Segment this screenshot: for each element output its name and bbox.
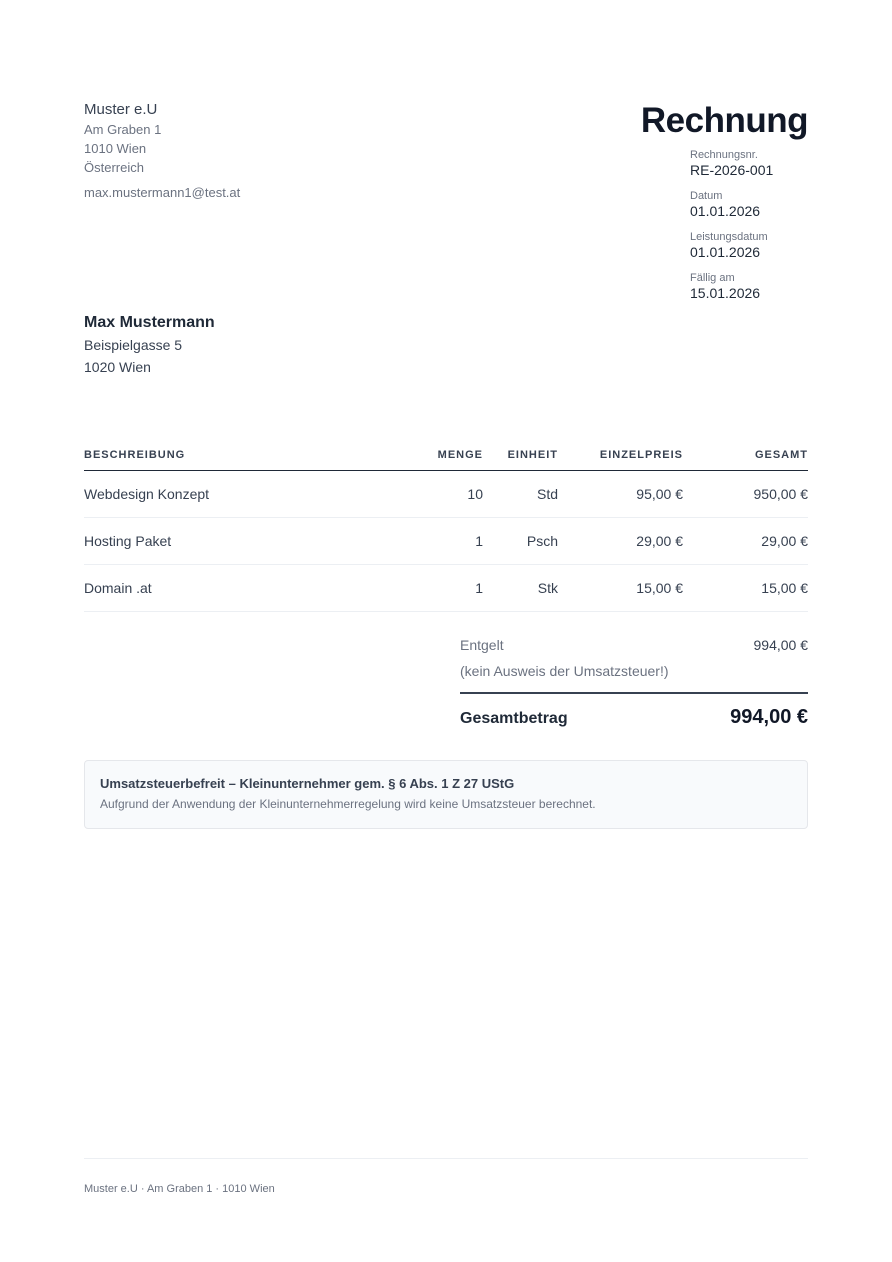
line-items-table <box>84 440 808 612</box>
cell-unit-price: 15,00 € <box>558 565 683 612</box>
cell-total: 29,00 € <box>683 518 808 565</box>
footer-text: Muster e.U · Am Graben 1 · 1010 Wien <box>84 1183 275 1195</box>
net-label: Entgelt <box>460 637 504 653</box>
meta-due-date <box>690 271 810 302</box>
sender-block <box>84 100 240 201</box>
cell-description: Domain .at <box>84 565 393 612</box>
cell-unit-price: 29,00 € <box>558 518 683 565</box>
header-description: BESCHREIBUNG <box>84 440 393 471</box>
cell-quantity: 10 <box>393 471 483 518</box>
cell-quantity: 1 <box>393 518 483 565</box>
cell-description: Webdesign Konzept <box>84 471 393 518</box>
cell-unit: Stk <box>483 565 558 612</box>
net-row <box>460 634 808 656</box>
cell-unit-price: 95,00 € <box>558 471 683 518</box>
meta-label: Datum <box>690 190 723 202</box>
sender-street: Am Graben 1 <box>84 122 162 137</box>
header-total: GESAMT <box>683 440 808 471</box>
grand-total-amount: 994,00 € <box>730 706 808 728</box>
meta-invoice-number <box>690 148 810 179</box>
sender-name: Muster e.U <box>84 101 158 118</box>
invoice-meta <box>690 148 810 312</box>
header-quantity: MENGE <box>393 440 483 471</box>
meta-date <box>690 189 810 220</box>
cell-total: 15,00 € <box>683 565 808 612</box>
grand-total-label: Gesamtbetrag <box>460 710 568 727</box>
meta-value: 15.01.2026 <box>690 285 761 301</box>
sender-city: 1010 Wien <box>84 141 147 156</box>
net-amount: 994,00 € <box>753 637 808 653</box>
recipient-city: 1020 Wien <box>84 359 151 375</box>
recipient-block <box>84 312 215 378</box>
cell-quantity: 1 <box>393 565 483 612</box>
meta-value: 01.01.2026 <box>690 203 761 219</box>
notice-title: Umsatzsteuerbefreit – Kleinunternehmer gem. § 6 Abs. 1 Z 27 UStG <box>100 776 515 791</box>
recipient-name: Max Mustermann <box>84 314 215 331</box>
cell-description: Hosting Paket <box>84 518 393 565</box>
cell-unit: Psch <box>483 518 558 565</box>
meta-label: Rechnungsnr. <box>690 149 758 161</box>
footer-divider <box>84 1158 808 1159</box>
meta-value: 01.01.2026 <box>690 244 761 260</box>
sender-email: max.mustermann1@test.at <box>84 185 241 200</box>
meta-label: Leistungsdatum <box>690 231 768 243</box>
header-unit-price: EINZELPREIS <box>558 440 683 471</box>
tax-exemption-notice <box>84 760 808 829</box>
tax-note: (kein Ausweis der Umsatzsteuer!) <box>460 663 669 679</box>
table-row <box>84 471 808 518</box>
header-unit: EINHEIT <box>483 440 558 471</box>
table-row <box>84 565 808 612</box>
sender-country: Österreich <box>84 160 144 175</box>
grand-total-row <box>460 692 808 729</box>
notice-text: Aufgrund der Anwendung der Kleinunternehmerregelung wird keine Umsatzsteuer berechnet. <box>100 797 596 811</box>
cell-total: 950,00 € <box>683 471 808 518</box>
recipient-street: Beispielgasse 5 <box>84 337 183 353</box>
meta-service-date <box>690 230 810 261</box>
document-title: Rechnung <box>640 101 808 140</box>
totals-block <box>460 634 808 729</box>
meta-value: RE-2026-001 <box>690 162 774 178</box>
cell-unit: Std <box>483 471 558 518</box>
meta-label: Fällig am <box>690 272 735 284</box>
table-header-row <box>84 440 808 471</box>
table-row <box>84 518 808 565</box>
